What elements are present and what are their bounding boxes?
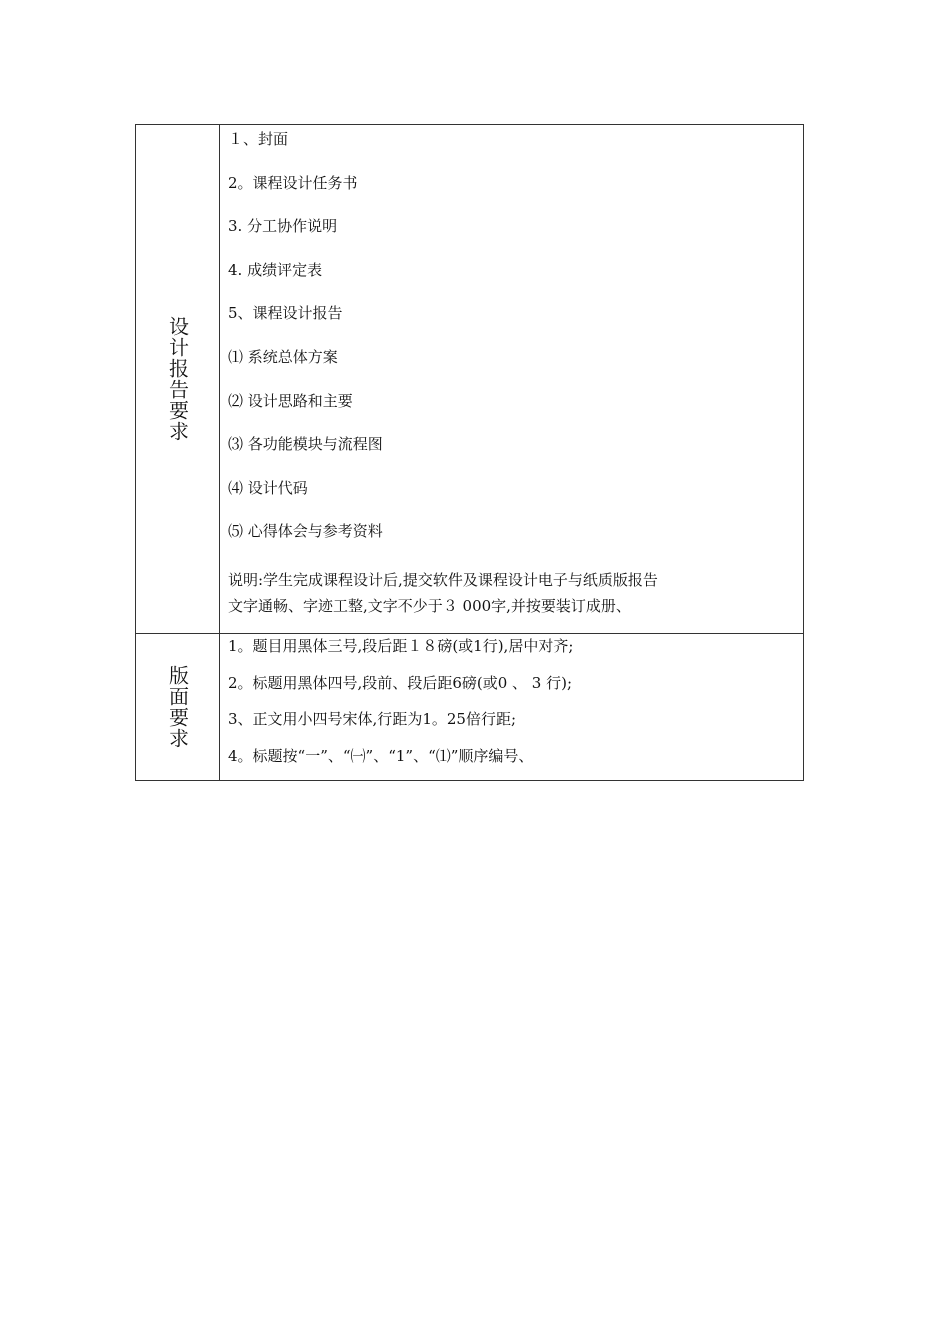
layout-item: 2。标题用黑体四号,段前、段后距6磅(或0 、 3 行); xyxy=(228,673,573,692)
report-item: ⑴ 系统总体方案 xyxy=(228,347,338,366)
report-item: 5、课程设计报告 xyxy=(228,304,343,323)
report-note-line: 说明:学生完成课程设计后,提交软件及课程设计电子与纸质版报告 xyxy=(228,570,658,589)
report-item: ⑷ 设计代码 xyxy=(228,478,308,497)
layout-requirements-label: 版面要求 xyxy=(165,664,190,749)
report-item: １、封面 xyxy=(228,130,289,148)
layout-requirements-row xyxy=(136,634,804,781)
report-content-cell xyxy=(220,125,804,634)
report-requirements-row xyxy=(136,125,804,634)
report-item: 2。课程设计任务书 xyxy=(228,173,358,192)
layout-item: 4。标题按“一”、“㈠”、“1”、“⑴”顺序编号、 xyxy=(228,746,534,765)
report-item: ⑶ 各功能模块与流程图 xyxy=(228,435,383,454)
report-item: 3. 分工协作说明 xyxy=(228,217,338,236)
requirements-table xyxy=(135,124,804,781)
report-requirements-label: 设计报告要求 xyxy=(165,316,190,442)
report-note-line: 文字通畅、字迹工整,文字不少于３ 000字,并按要装订成册、 xyxy=(228,596,631,615)
report-item: ⑵ 设计思路和主要 xyxy=(228,391,353,410)
layout-content-cell xyxy=(220,634,804,781)
report-item: ⑸ 心得体会与参考资料 xyxy=(228,522,383,541)
report-note xyxy=(228,567,803,619)
report-label-cell xyxy=(136,125,220,634)
report-item: 4. 成绩评定表 xyxy=(228,260,323,279)
layout-item: 1。题目用黑体三号,段后距１８磅(或1行),居中对齐; xyxy=(228,637,574,655)
layout-label-cell xyxy=(136,634,220,781)
layout-item: 3、正文用小四号宋体,行距为1。25倍行距; xyxy=(228,710,516,728)
